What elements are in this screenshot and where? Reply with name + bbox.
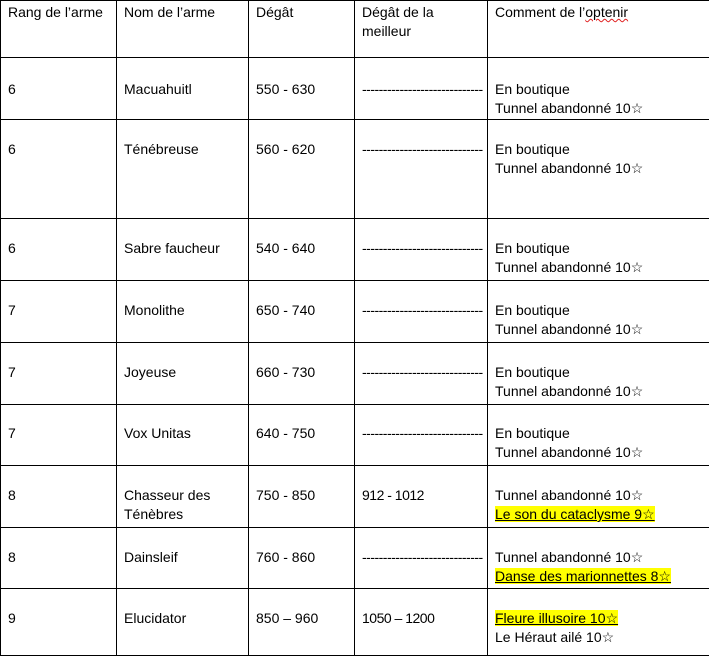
obtain-cell [488, 405, 709, 466]
obtain-line [495, 320, 702, 339]
name-cell: Dainsleif [117, 528, 249, 589]
obtain-text: En boutique [495, 81, 570, 97]
table-row [1, 466, 709, 528]
rank-cell: 7 [1, 281, 117, 343]
obtain-text: Tunnel abandonné 10☆ [495, 549, 643, 565]
obtain-text: En boutique [495, 364, 570, 380]
damage-cell: 850 – 960 [249, 589, 355, 656]
obtain-line [495, 239, 702, 258]
best-damage-cell: ----------------------------- [355, 528, 488, 589]
obtain-text: Tunnel abandonné 10☆ [495, 160, 643, 176]
best-damage-cell: ----------------------------- [355, 281, 488, 343]
name-cell: Macuahuitl [117, 58, 249, 120]
obtain-line [495, 301, 702, 320]
obtain-line [495, 140, 702, 159]
obtain-cell [488, 528, 709, 589]
obtain-line [495, 99, 702, 118]
obtain-text: En boutique [495, 425, 570, 441]
best-damage-cell: 912 - 1012 [355, 466, 488, 528]
rank-cell: 6 [1, 58, 117, 120]
table-row [1, 589, 709, 656]
rank-cell: 7 [1, 343, 117, 405]
damage-cell: 560 - 620 [249, 120, 355, 219]
obtain-text: En boutique [495, 240, 570, 256]
obtain-text: Tunnel abandonné 10☆ [495, 444, 643, 460]
obtain-line [495, 628, 702, 647]
obtain-text: En boutique [495, 141, 570, 157]
obtain-line [495, 382, 702, 401]
name-cell: Vox Unitas [117, 405, 249, 466]
obtain-text: Tunnel abandonné 10☆ [495, 100, 643, 116]
header-best-damage: Dégât de la meilleur [355, 1, 488, 58]
header-obtain-prefix: Comment de l’ [495, 4, 585, 20]
damage-cell: 640 - 750 [249, 405, 355, 466]
obtain-cell [488, 120, 709, 219]
obtain-line [495, 80, 702, 99]
rank-cell: 7 [1, 405, 117, 466]
rank-cell: 9 [1, 589, 117, 656]
obtain-text: Tunnel abandonné 10☆ [495, 259, 643, 275]
obtain-text-highlighted: Fleure illusoire 10☆ [495, 610, 618, 626]
name-cell: Monolithe [117, 281, 249, 343]
name-cell: Sabre faucheur [117, 219, 249, 281]
obtain-text: Tunnel abandonné 10☆ [495, 487, 643, 503]
obtain-text-highlighted: Danse des marionnettes 8☆ [495, 568, 671, 584]
obtain-line [495, 609, 702, 628]
obtain-cell [488, 589, 709, 656]
best-damage-cell: ----------------------------- [355, 120, 488, 219]
obtain-line [495, 363, 702, 382]
table-row [1, 120, 709, 219]
damage-cell: 650 - 740 [249, 281, 355, 343]
damage-cell: 540 - 640 [249, 219, 355, 281]
obtain-line [495, 443, 702, 462]
header-obtain-misspelled: optenir [585, 4, 628, 20]
obtain-cell [488, 466, 709, 528]
table-row [1, 219, 709, 281]
best-damage-cell: ----------------------------- [355, 58, 488, 120]
obtain-cell [488, 219, 709, 281]
header-rank: Rang de l’arme [1, 1, 117, 58]
table-row [1, 343, 709, 405]
obtain-text: Le Héraut ailé 10☆ [495, 629, 614, 645]
obtain-text-highlighted: Le son du cataclysme 9☆ [495, 506, 655, 522]
header-name: Nom de l’arme [117, 1, 249, 58]
header-row [1, 1, 709, 58]
obtain-line [495, 567, 702, 586]
damage-cell: 660 - 730 [249, 343, 355, 405]
name-cell: Ténébreuse [117, 120, 249, 219]
table-row [1, 528, 709, 589]
obtain-text: En boutique [495, 302, 570, 318]
obtain-line [495, 258, 702, 277]
header-obtain [488, 1, 709, 58]
table-row [1, 405, 709, 466]
obtain-line [495, 548, 702, 567]
rank-cell: 6 [1, 219, 117, 281]
rank-cell: 6 [1, 120, 117, 219]
best-damage-cell: ----------------------------- [355, 219, 488, 281]
obtain-cell [488, 343, 709, 405]
obtain-cell [488, 58, 709, 120]
best-damage-cell: 1050 – 1200 [355, 589, 488, 656]
rank-cell: 8 [1, 528, 117, 589]
obtain-line [495, 505, 702, 524]
obtain-cell [488, 281, 709, 343]
obtain-line [495, 159, 702, 178]
table-row [1, 58, 709, 120]
obtain-text: Tunnel abandonné 10☆ [495, 321, 643, 337]
obtain-text: Tunnel abandonné 10☆ [495, 383, 643, 399]
damage-cell: 760 - 860 [249, 528, 355, 589]
name-cell: Joyeuse [117, 343, 249, 405]
damage-cell: 750 - 850 [249, 466, 355, 528]
best-damage-cell: ----------------------------- [355, 343, 488, 405]
name-cell: Chasseur des Ténèbres [117, 466, 249, 528]
best-damage-cell: ----------------------------- [355, 405, 488, 466]
obtain-line [495, 424, 702, 443]
rank-cell: 8 [1, 466, 117, 528]
table-row [1, 281, 709, 343]
name-cell: Elucidator [117, 589, 249, 656]
damage-cell: 550 - 630 [249, 58, 355, 120]
table-body [1, 58, 709, 656]
header-damage: Dégât [249, 1, 355, 58]
obtain-line [495, 486, 702, 505]
